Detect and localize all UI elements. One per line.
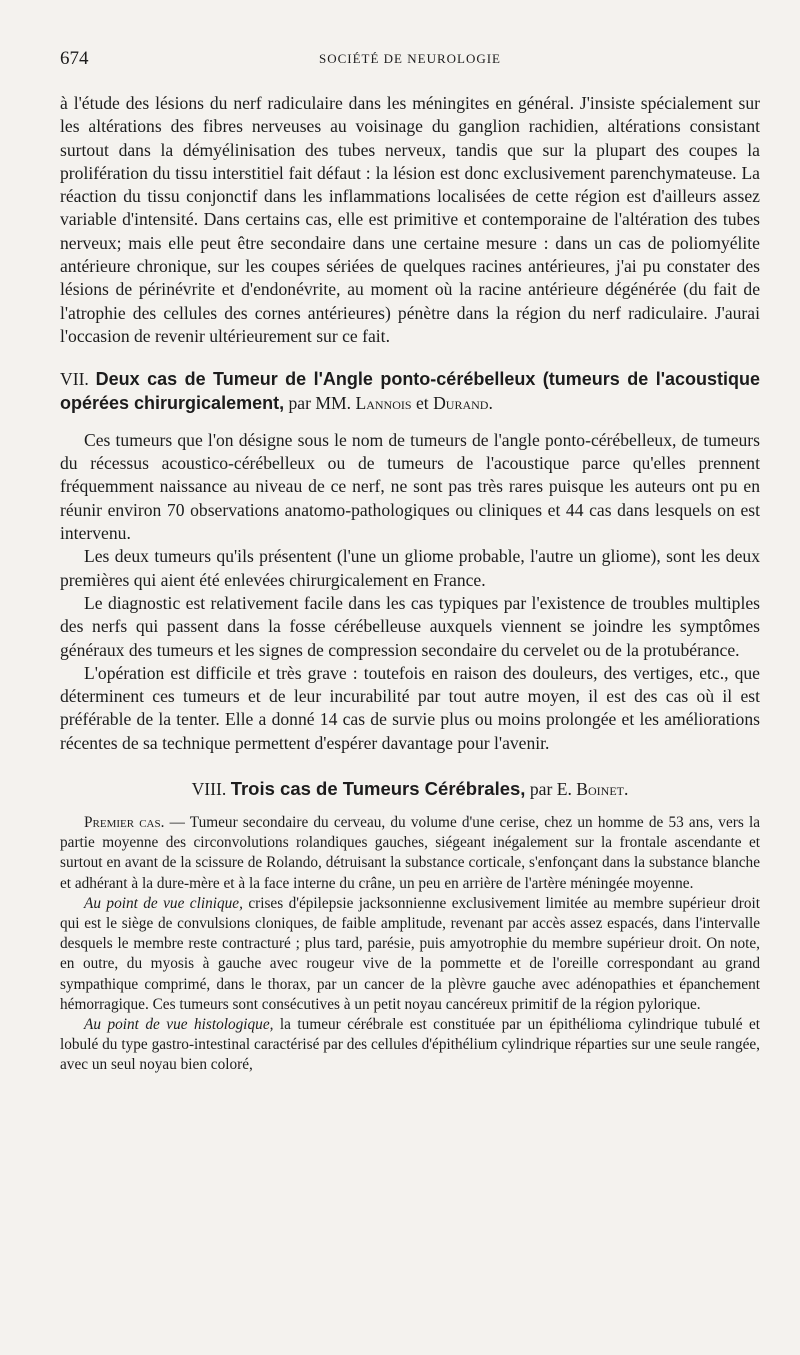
section-7-paragraph-2: Les deux tumeurs qu'ils présentent (l'une un gliome probable, l'autre un gliome), sont les deux premières qui aient été enlevées chirurgicalement en France.: [60, 546, 760, 590]
section-8-heading: Trois cas de Tumeurs Cérébrales,: [230, 778, 526, 800]
section-7-author-2: Durand.: [433, 392, 493, 413]
section-8-author: Boinet.: [576, 779, 629, 800]
clinical-paragraph: [60, 894, 760, 1015]
intro-paragraph: à l'étude des lésions du nerf radiculaire dans les méningites en général. J'insiste spécialement sur les altérations des fibres nerveuses au voisinage du ganglion rachidien, altérations consistant surtout dans la démyélinisation des tubes nerveux, tandis que sur la plupart des coupes la prolifération du tissu interstitiel fait défaut : la lésion est donc exclusivement parenchymateuse. La réaction du tissu conjonctif dans les inflammations localisées de cette région est d'ailleurs assez variable d'intensité. Dans certains cas, elle est primitive et contemporaine de l'altération des tubes nerveux; mais elle peut être secondaire dans une certaine mesure : dans un cas de poliomyélite antérieure chronique, sur les coupes sériées de quelques racines antérieures, j'ai pu constater des lésions de périnévrite et d'endonévrite, au moment où la racine antérieure dégénérée (du fait de l'atrophie des cellules des cornes antérieures) pénètre dans la région du nerf radiculaire. J'aurai l'occasion de revenir ultérieurement sur ce fait.: [60, 93, 760, 346]
section-7-paragraph-1: Ces tumeurs que l'on désigne sous le nom de tumeurs de l'angle ponto-cérébelleux, de tumeurs du récessus acoustico-cérébelleux ou de tumeurs de l'acoustique parce qu'elles prennent fréquemment naissance au niveau de ce nerf, ne sont pas très rares puisque les auteurs ont pu en réunir environ 70 observations anatomo-pathologiques ou cliniques et 44 cas dans lesquels on est intervenu.: [60, 429, 760, 544]
section-7-body: [60, 429, 760, 755]
section-8-numeral: VIII.: [191, 779, 227, 800]
section-7-paragraph-3: Le diagnostic est relativement facile dans les cas typiques par l'existence de troubles multiples des nerfs qui passent dans la fosse cérébelleuse auxquels viennent se joindre les symptômes généraux des tumeurs et les signes de compression secondaire du cervelet ou de la protubérance.: [60, 592, 760, 660]
page-body: [60, 92, 760, 1076]
histology-paragraph: [60, 1015, 760, 1076]
running-head: SOCIÉTÉ DE NEUROLOGIE: [318, 51, 502, 66]
section-7-numeral: VII.: [60, 369, 89, 390]
histology-text: la tumeur cérébrale est constituée par un épithélioma cylindrique tubulé et lobulé du type gastro-intestinal caractérisé par des cellules d'épithélium cylindrique réparties sur une seule rangée, avec un seul noyau bien coloré,: [60, 1016, 760, 1074]
clinical-lead: Au point de vue clinique,: [84, 894, 243, 912]
case-1-paragraph: [60, 813, 760, 894]
section-8-title: [60, 777, 760, 801]
page-number: 674: [60, 48, 89, 69]
section-8-body: [60, 813, 760, 1076]
page-header: [60, 48, 760, 72]
section-7-author-1: Lannois: [355, 392, 412, 413]
section-8-by: par E.: [529, 779, 572, 800]
histology-lead: Au point de vue histologique,: [84, 1016, 274, 1034]
section-7-heading: Deux cas de Tumeur de l'Angle ponto-cérébelleux (tumeurs de l'acoustique opérées chirurgicalement,: [60, 369, 760, 413]
section-7-by: par MM.: [288, 392, 352, 413]
section-7-and: et: [415, 392, 429, 413]
section-7-title: [60, 368, 760, 415]
section-7-paragraph-4: L'opération est difficile et très grave : toutefois en raison des douleurs, des vertiges, etc., que déterminent ces tumeurs et de leur incurabilité par tout autre moyen, il est des cas où il est préférable de la tenter. Elle a donné 14 cas de survie plus ou moins prolongée et les améliorations récentes de sa technique permettent d'espérer davantage pour l'avenir.: [60, 662, 760, 753]
case-1-lead: Premier cas.: [84, 814, 165, 832]
clinical-text: crises d'épilepsie jacksonnienne exclusivement limitée au membre supérieur droit qui est le siège de convulsions cloniques, de faible amplitude, revenant par accès assez espacés, dans l'intervalle desquels le membre reste contracturé ; plus tard, parésie, puis amyotrophie du membre supérieur droit. On note, en outre, du myosis à gauche avec rougeur vive de la pommette et de l'oreille correspondant au grand sympathique comprimé, dans le thorax, par un cancer de la plèvre gauche avec adénopathies et épanchement hémorragique. Ces tumeurs sont consécutives à un petit noyau cancéreux primitif de la région pylorique.: [60, 894, 761, 1013]
case-1-text: — Tumeur secondaire du cerveau, du volume d'une cerise, chez un homme de 53 ans, vers la partie moyenne des circonvolutions rolandiques gauches, siégeant inégalement sur la frontale ascendante et surtout en avant de la scissure de Rolando, détruisant la substance corticale, s'enfonçant dans la substance blanche et adhérant à la dure-mère et à la face interne du crâne, un peu en arrière de l'artère méningée moyenne.: [60, 814, 760, 892]
